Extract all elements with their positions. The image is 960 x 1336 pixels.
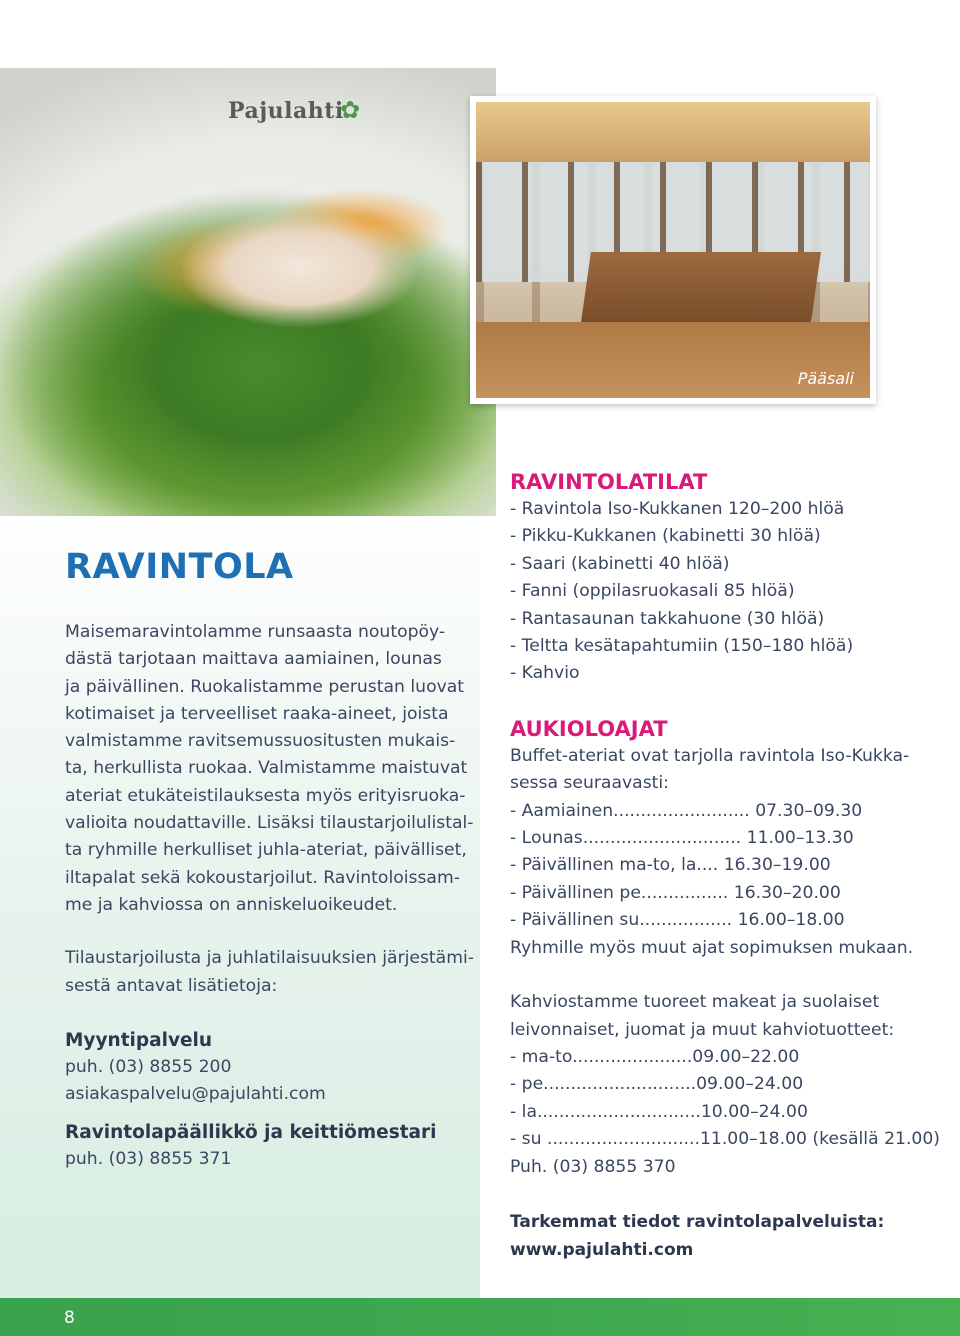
sales-email[interactable]: asiakaspalvelu@pajulahti.com (65, 1084, 326, 1105)
venue-item: - Teltta kesätapahtumiin (150–180 hlöä) (510, 636, 854, 657)
para-line: kotimaiset ja terveelliset raaka-aineet, joista (65, 703, 449, 724)
hall-photo (470, 96, 876, 404)
right-column (510, 468, 950, 1264)
aukioloajat-title: AUKIOLOAJAT (510, 716, 668, 741)
hall-ceiling (476, 102, 870, 162)
groups-note: Ryhmille myös muut ajat sopimuksen mukaan. (510, 937, 914, 958)
footer-bar (0, 1298, 960, 1336)
buffet-time-row: - Päivällinen ma-to, la.... 16.30–19.00 (510, 855, 831, 876)
buffet-intro-line: sessa seuraavasti: (510, 773, 669, 794)
website-link[interactable]: www.pajulahti.com (510, 1239, 694, 1260)
info-paragraph (65, 945, 475, 1000)
para-line: me ja kahviossa on anniskeluoikeudet. (65, 894, 398, 915)
para-line: dästä tarjotaan maittava aamiainen, lounas (65, 649, 442, 670)
flower-icon: ✿ (340, 96, 361, 124)
para-line: ta ryhmille herkulliset juhla-ateriat, päivälliset, (65, 840, 467, 861)
para-line: iltapalat sekä kokoustarjoilut. Ravintoloissam- (65, 867, 460, 888)
intro-paragraph (65, 619, 475, 919)
cafe-intro-line: leivonnaiset, juomat ja muut kahviotuotteet: (510, 1019, 895, 1040)
para-line: valmistamme ravitsemussuositusten mukais- (65, 731, 456, 752)
spacer (510, 962, 950, 989)
buffet-time-row: - Lounas............................. 11.00–13.30 (510, 828, 854, 849)
para-line: ateriat etukäteistilauksesta myös erityisruoka- (65, 785, 466, 806)
hall-photo-caption: Pääsali (797, 369, 854, 388)
cafe-time-row: - pe............................09.00–24.00 (510, 1074, 804, 1095)
buffet-time-row: - Päivällinen su................. 16.00–18.00 (510, 910, 845, 931)
venue-item: - Kahvio (510, 663, 580, 684)
ravintolatilat-title: RAVINTOLATILAT (510, 470, 708, 494)
more-info-label: Tarkemmat tiedot ravintolapalveluista: (510, 1211, 885, 1232)
venue-item: - Ravintola Iso-Kukkanen 120–200 hlöä (510, 499, 845, 519)
buffet-time-row: - Aamiainen......................... 07.30–09.30 (510, 800, 863, 821)
chef-phone: puh. (03) 8855 371 (65, 1149, 232, 1170)
cafe-phone: Puh. (03) 8855 370 (510, 1156, 676, 1177)
buffet-intro-line: Buffet-ateriat ovat tarjolla ravintola Iso-Kukka- (510, 745, 910, 766)
spacer (510, 1181, 950, 1208)
cafe-time-row: - su ............................11.00–18.00 (kesällä 21.00) (510, 1129, 940, 1150)
spacer (510, 688, 950, 715)
para-line: sestä antavat lisätietoja: (65, 975, 278, 996)
pajulahti-plate-logo: Pajulahti (228, 98, 344, 124)
buffet-counter (581, 252, 821, 322)
buffet-time-row: - Päivällinen pe................ 16.30–20.00 (510, 882, 841, 903)
para-line: ta, herkullista ruokaa. Valmistamme maistuvat (65, 758, 468, 779)
cafe-time-row: - la..............................10.00–24.00 (510, 1101, 808, 1122)
food-photo (0, 68, 502, 520)
venue-item: - Saari (kabinetti 40 hlöä) (510, 553, 730, 574)
venue-item: - Rantasaunan takkahuone (30 hlöä) (510, 608, 825, 629)
para-line: Tilaustarjoilusta ja juhlatilaisuuksien järjestämi- (65, 948, 474, 969)
chef-contact-heading: Ravintolapäällikkö ja keittiömestari (65, 1122, 437, 1144)
page-number: 8 (64, 1308, 75, 1328)
venue-item: - Pikku-Kukkanen (kabinetti 30 hlöä) (510, 526, 821, 547)
left-column (65, 547, 475, 1174)
page-title: RAVINTOLA (65, 547, 294, 587)
venue-item: - Fanni (oppilasruokasali 85 hlöä) (510, 581, 795, 602)
sales-phone: puh. (03) 8855 200 (65, 1056, 232, 1077)
cafe-intro-line: Kahviostamme tuoreet makeat ja suolaiset (510, 992, 880, 1013)
para-line: Maisemaravintolamme runsaasta noutopöy- (65, 622, 446, 642)
cafe-time-row: - ma-to......................09.00–22.00 (510, 1046, 800, 1067)
para-line: ja päivällinen. Ruokalistamme perustan luovat (65, 676, 465, 697)
para-line: valioita noudattaville. Lisäksi tilaustarjoilulistal- (65, 813, 474, 834)
sales-contact-heading: Myyntipalvelu (65, 1029, 213, 1051)
